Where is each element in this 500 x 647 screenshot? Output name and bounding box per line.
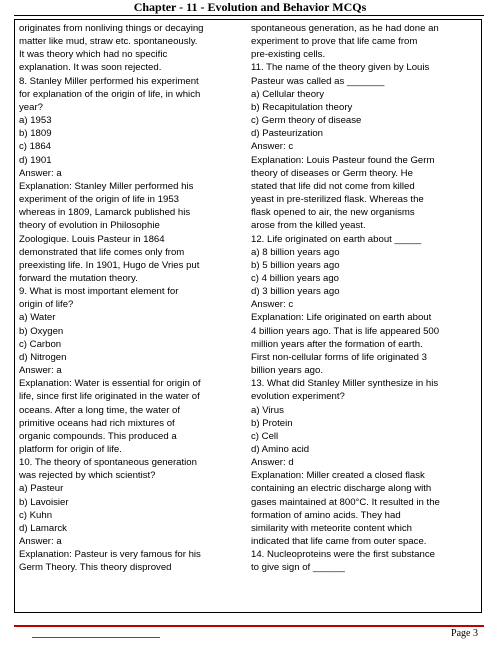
text-line: million years after the formation of earth. — [251, 338, 423, 350]
text-line: Explanation: Stanley Miller performed his — [19, 180, 194, 192]
text-line: Answer: a — [19, 536, 62, 548]
content-frame — [14, 19, 482, 613]
text-line: b) Protein — [251, 417, 293, 429]
text-line: b) Oxygen — [19, 325, 64, 337]
text-line: theory of evolution in Philosophie — [19, 220, 160, 232]
text-line: Explanation: Life originated on earth about — [251, 312, 432, 324]
text-line: Answer: a — [19, 365, 62, 377]
text-line: Answer: c — [251, 299, 294, 311]
text-line: c) 1864 — [19, 141, 51, 153]
footer-rule — [14, 625, 484, 627]
text-line: pre-existing cells. — [251, 49, 326, 61]
text-line: 9. What is most important element for — [19, 286, 179, 298]
text-line: c) Cell — [251, 430, 279, 442]
text-line: a) Water — [19, 312, 56, 324]
right-column — [251, 22, 477, 575]
chapter-header: Chapter - 11 - Evolution and Behavior MCQs — [133, 0, 367, 14]
text-line: d) Lamarck — [19, 522, 67, 534]
text-line: indicated that life came from outer space. — [251, 536, 427, 548]
text-line: Answer: d — [251, 457, 294, 469]
text-line: d) 3 billion years ago — [251, 286, 340, 298]
text-line: 11. The name of the theory given by Louis — [251, 62, 430, 74]
text-line: explanation. It was soon rejected. — [19, 62, 162, 74]
text-line: d) Pasteurization — [251, 128, 323, 140]
text-line: c) Carbon — [19, 338, 62, 350]
text-line: platform for origin of life. — [19, 444, 122, 455]
text-line: experiment of the origin of life in 1953 — [19, 194, 179, 206]
text-line: d) Nitrogen — [19, 351, 67, 363]
text-line: 8. Stanley Miller performed his experiment — [19, 75, 199, 87]
text-line: stated that life did not come from killed — [251, 180, 415, 192]
text-line: a) 1953 — [19, 115, 52, 127]
text-line: It was theory which had no specific — [19, 49, 168, 61]
text-line: Zoologique. Louis Pasteur in 1864 — [19, 233, 165, 245]
text-line: yeast in pre-sterilized flask. Whereas the — [251, 194, 424, 206]
text-line: Explanation: Water is essential for origin of — [19, 378, 201, 390]
text-line: 10. The theory of spontaneous generation — [19, 457, 197, 469]
text-line: containing an electric discharge along with — [251, 483, 432, 495]
text-line: Explanation: Pasteur is very famous for his — [19, 549, 201, 561]
text-line: whereas in 1809, Lamarck published his — [19, 207, 191, 219]
text-line: gases maintained at 800°C. It resulted in the — [251, 496, 440, 508]
text-line: experiment to prove that life came from — [251, 36, 418, 48]
text-line: 12. Life originated on earth about _____ — [251, 233, 422, 245]
text-line: c) Kuhn — [19, 509, 53, 521]
text-line: evolution experiment? — [251, 391, 345, 403]
text-line: life, since first life originated in the water of — [19, 391, 200, 403]
text-line: b) 1809 — [19, 128, 52, 140]
text-line: Answer: c — [251, 141, 294, 153]
text-line: origin of life? — [19, 299, 74, 311]
text-line: oceans. After a long time, the water of — [19, 404, 181, 416]
text-line: 4 billion years ago. That is life appeared 500 — [251, 325, 440, 337]
text-line: spontaneous generation, as he had done an — [251, 23, 439, 34]
text-line: matter like mud, straw etc. spontaneously. — [19, 36, 198, 48]
text-line: forward the mutation theory. — [19, 272, 138, 284]
text-line: First non-cellular forms of life originated 3 — [251, 351, 427, 363]
text-line: theory of diseases or Germ theory. He — [251, 167, 413, 179]
text-line: organic compounds. This produced a — [19, 430, 177, 442]
header-rule — [14, 15, 484, 16]
page-number: Page 3 — [451, 628, 478, 639]
text-line: Explanation: Louis Pasteur found the Germ — [251, 154, 435, 166]
text-line: Germ Theory. This theory disproved — [19, 562, 172, 574]
text-line: preexisting life. In 1901, Hugo de Vries put — [19, 259, 200, 271]
text-line: to give sign of ______ — [251, 562, 345, 574]
text-line: a) Cellular theory — [251, 88, 325, 100]
text-line: c) 4 billion years ago — [251, 272, 339, 284]
text-line: for explanation of the origin of life, in which — [19, 88, 201, 100]
text-line: d) 1901 — [19, 154, 52, 166]
text-line: was rejected by which scientist? — [19, 470, 156, 482]
text-line: year? — [19, 101, 43, 113]
text-line: b) Recapitulation theory — [251, 101, 353, 113]
text-line: primitive oceans had rich mixtures of — [19, 417, 175, 429]
left-column — [19, 22, 245, 575]
text-line: originates from nonliving things or decaying — [19, 23, 204, 34]
text-line: a) Virus — [251, 404, 284, 416]
text-line: formation of amino acids. They had — [251, 509, 401, 521]
text-line: a) 8 billion years ago — [251, 246, 340, 258]
text-line: b) 5 billion years ago — [251, 259, 340, 271]
text-line: a) Pasteur — [19, 483, 64, 495]
text-line: Pasteur was called as _______ — [251, 75, 385, 87]
text-line: Answer: a — [19, 167, 62, 179]
text-line: demonstrated that life comes only from — [19, 246, 185, 258]
text-line: flask opened to air, the new organisms — [251, 207, 415, 219]
text-line: similarity with meteorite content which — [251, 522, 413, 534]
text-line: arose from the killed yeast. — [251, 220, 366, 232]
text-line: Explanation: Miller created a closed flask — [251, 470, 425, 482]
text-line: d) Amino acid — [251, 444, 310, 455]
text-line: b) Lavoisier — [19, 496, 69, 508]
text-line: billion years ago. — [251, 365, 323, 377]
text-line: 14. Nucleoproteins were the first substance — [251, 549, 435, 561]
text-line: c) Germ theory of disease — [251, 115, 362, 127]
text-line: 13. What did Stanley Miller synthesize in his — [251, 378, 439, 390]
footer-link-underline — [32, 637, 160, 638]
